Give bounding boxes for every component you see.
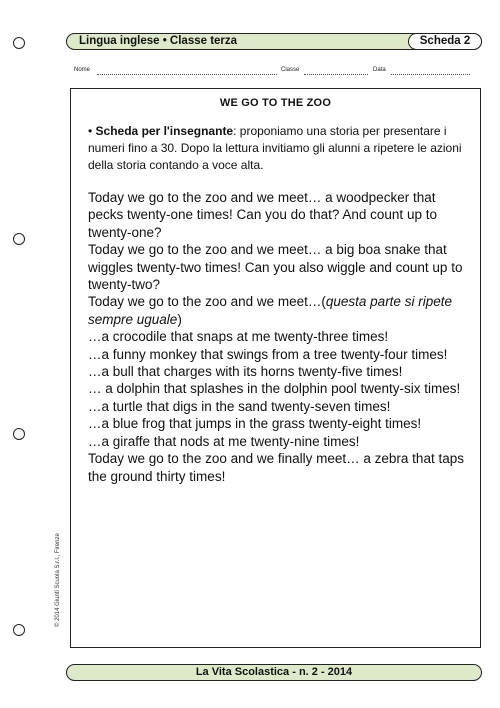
story-line-4: …a funny monkey that swings from a tree twenty-four times!	[88, 346, 448, 362]
student-fields	[74, 67, 474, 77]
binder-hole-1	[13, 37, 25, 49]
class-label: Classe	[281, 67, 300, 73]
story-repeat-note: questa parte si ripete sempre uguale	[88, 294, 452, 327]
story-line-3: …a crocodile that snaps at me twenty-three times!	[88, 329, 389, 345]
sheet-badge: Scheda 2	[408, 33, 482, 50]
subject-label: Lingua inglese • Classe terza	[79, 35, 238, 47]
story-repeat-lead: Today we go to the zoo and we meet…(	[88, 294, 326, 310]
class-line[interactable]	[304, 74, 368, 75]
teacher-label: Scheda per l'insegnante	[95, 124, 234, 138]
binder-hole-4	[13, 624, 25, 636]
name-label: Nome	[74, 67, 91, 73]
story-line-10: Today we go to the zoo and we finally meet… a zebra that taps the ground thirty times!	[88, 451, 464, 484]
teacher-note: • Scheda per l'insegnante: proponiamo una storia per presentare i numeri fino a 30. Dopo la lettura invitiamo gli alunni a ripetere le azioni della storia contando a voce alta.	[88, 124, 462, 172]
story-line-8: …a blue frog that jumps in the grass twenty-eight times!	[88, 416, 422, 432]
story-line-2: Today we go to the zoo and we meet… a big boa snake that wiggles twenty-two times! Can you also wiggle and count up to twenty-two?	[88, 242, 463, 293]
story-line-repeat	[88, 293, 470, 328]
story-text	[88, 189, 470, 485]
content-box	[70, 88, 481, 648]
footer-bar: La Vita Scolastica - n. 2 - 2014	[66, 664, 482, 681]
story-line-7: …a turtle that digs in the sand twenty-seven times!	[88, 398, 391, 414]
date-label: Data	[373, 67, 386, 73]
binder-hole-3	[13, 428, 25, 440]
teacher-text: : proponiamo una storia per presentare i numeri fino a 30. Dopo la lettura invitiamo gli alunni a ripetere le azioni della storia contando a voce alta.	[88, 124, 462, 172]
date-line[interactable]	[391, 74, 470, 75]
name-line[interactable]	[97, 74, 277, 75]
story-line-6: … a dolphin that splashes in the dolphin pool twenty-six times!	[88, 381, 461, 397]
story-repeat-tail: )	[177, 311, 182, 327]
story-line-9: …a giraffe that nods at me twenty-nine times!	[88, 433, 360, 449]
story-line-5: …a bull that charges with its horns twenty-five times!	[88, 364, 403, 380]
page-title: WE GO TO THE ZOO	[219, 97, 332, 109]
copyright-notice: © 2014 Giunti Scuola S.r.l., Firenze	[55, 533, 61, 627]
header-bar	[66, 33, 482, 50]
binder-hole-2	[13, 233, 25, 245]
story-line-1: Today we go to the zoo and we meet… a woodpecker that pecks twenty-one times! Can you do that? And count up to twenty-one?	[88, 190, 437, 240]
